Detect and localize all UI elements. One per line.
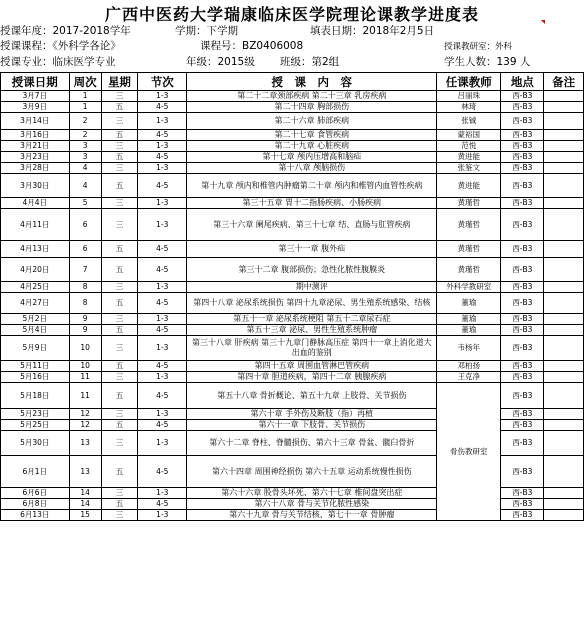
cell-teacher: 张铖 xyxy=(437,113,501,130)
fill-date: 填表日期：2018年2月5日 xyxy=(310,25,435,37)
cell-content: 第三十六章 阑尾疾病、第三十七章 结、直肠与肛管疾病 xyxy=(187,209,437,241)
cell-teacher-merged: 骨伤教研室 xyxy=(437,383,501,521)
cell-note xyxy=(544,258,584,282)
cell-period: 1-3 xyxy=(138,113,187,130)
course: 授课课程：《外科学各论》 xyxy=(0,40,121,52)
cell-date: 6月13日 xyxy=(1,510,70,521)
cell-note xyxy=(544,488,584,499)
cell-note xyxy=(544,420,584,431)
cell-note xyxy=(544,152,584,163)
cell-note xyxy=(544,431,584,456)
cell-content: 第五十三章 泌尿、男性生殖系统肿瘤 xyxy=(187,325,437,336)
cell-day: 三 xyxy=(101,488,137,499)
cell-week: 13 xyxy=(69,456,101,488)
table-body xyxy=(1,91,584,521)
cell-date: 5月2日 xyxy=(1,314,70,325)
cell-period: 4-5 xyxy=(138,174,187,198)
cell-teacher: 邓柏扬 xyxy=(437,361,501,372)
table-row xyxy=(1,258,584,282)
cell-content: 第五十一章 泌尿系统梗阻 第五十二章尿石症 xyxy=(187,314,437,325)
cell-content: 第四十五章 周围血管淋巴管疾病 xyxy=(187,361,437,372)
grade: 年级：2015级 xyxy=(186,56,255,68)
cell-period: 4-5 xyxy=(138,293,187,314)
cell-week: 9 xyxy=(69,314,101,325)
cell-period: 1-3 xyxy=(138,282,187,293)
cell-date: 3月7日 xyxy=(1,91,70,102)
cell-week: 2 xyxy=(69,130,101,141)
cell-period: 4-5 xyxy=(138,325,187,336)
table-row xyxy=(1,209,584,241)
table-row xyxy=(1,91,584,102)
cell-day: 三 xyxy=(101,198,137,209)
cell-place: 西-B3 xyxy=(501,174,544,198)
cell-day: 三 xyxy=(101,409,137,420)
cell-note xyxy=(544,102,584,113)
cell-note xyxy=(544,361,584,372)
cell-period: 1-3 xyxy=(138,163,187,174)
cell-note xyxy=(544,209,584,241)
cell-date: 5月16日 xyxy=(1,372,70,383)
cell-content: 第六十八章 骨与关节化脓性感染 xyxy=(187,499,437,510)
cell-period: 4-5 xyxy=(138,361,187,372)
cell-day: 三 xyxy=(101,282,137,293)
cell-note xyxy=(544,336,584,361)
cell-date: 4月25日 xyxy=(1,282,70,293)
cell-place: 西-B3 xyxy=(501,141,544,152)
cell-day: 五 xyxy=(101,152,137,163)
cell-place: 西-B3 xyxy=(501,258,544,282)
cell-period: 1-3 xyxy=(138,431,187,456)
cell-content: 第三十一章 腹外疝 xyxy=(187,241,437,258)
cell-place: 西-B3 xyxy=(501,336,544,361)
cell-week: 15 xyxy=(69,510,101,521)
cell-place: 西-B3 xyxy=(501,372,544,383)
cell-day: 五 xyxy=(101,174,137,198)
cell-day: 三 xyxy=(101,336,137,361)
cell-date: 5月9日 xyxy=(1,336,70,361)
table-header-row xyxy=(1,73,584,91)
cell-week: 10 xyxy=(69,336,101,361)
cell-content: 第四十章 胆道疾病，第四十二章 胰腺疾病 xyxy=(187,372,437,383)
cell-note xyxy=(544,383,584,409)
cell-week: 10 xyxy=(69,361,101,372)
cell-content: 第三十五章 胃十二指肠疾病、小肠疾病 xyxy=(187,198,437,209)
cell-teacher: 黄瑾哲 xyxy=(437,198,501,209)
cell-day: 三 xyxy=(101,510,137,521)
cell-date: 5月25日 xyxy=(1,420,70,431)
cell-place: 西-B3 xyxy=(501,113,544,130)
cell-period: 4-5 xyxy=(138,420,187,431)
cell-date: 5月11日 xyxy=(1,361,70,372)
cell-week: 1 xyxy=(69,102,101,113)
cell-teacher: 黄瑾哲 xyxy=(437,258,501,282)
cell-day: 五 xyxy=(101,456,137,488)
cell-place: 西-B3 xyxy=(501,209,544,241)
header-content: 授 课 内 容 xyxy=(187,73,437,91)
cell-place: 西-B3 xyxy=(501,361,544,372)
cell-day: 五 xyxy=(101,102,137,113)
cell-place: 西-B3 xyxy=(501,488,544,499)
cell-teacher: 韦杨年 xyxy=(437,336,501,361)
cell-date: 4月20日 xyxy=(1,258,70,282)
cell-week: 8 xyxy=(69,282,101,293)
cell-content: 第六十一章 下肢骨、关节损伤 xyxy=(187,420,437,431)
cell-date: 3月14日 xyxy=(1,113,70,130)
page-title: 广西中医药大学瑞康临床医学院理论课教学进度表 xyxy=(104,5,479,24)
cell-day: 三 xyxy=(101,431,137,456)
cell-week: 12 xyxy=(69,420,101,431)
cell-teacher: 林琦 xyxy=(437,102,501,113)
cell-note xyxy=(544,282,584,293)
cell-week: 1 xyxy=(69,91,101,102)
cell-period: 1-3 xyxy=(138,372,187,383)
cell-date: 6月1日 xyxy=(1,456,70,488)
table-row xyxy=(1,336,584,361)
cell-week: 4 xyxy=(69,163,101,174)
cell-teacher: 范悦 xyxy=(437,141,501,152)
cell-content: 第六十二章 脊柱、脊髓损伤、第六十三章 骨盆、髋臼骨折 xyxy=(187,431,437,456)
cell-week: 7 xyxy=(69,258,101,282)
cell-day: 五 xyxy=(101,241,137,258)
cell-period: 4-5 xyxy=(138,499,187,510)
cell-teacher: 吕丽珠 xyxy=(437,91,501,102)
cell-date: 5月4日 xyxy=(1,325,70,336)
cell-content: 第二十二章颈部疾病 第二十三章 乳房疾病 xyxy=(187,91,437,102)
cell-content: 第二十七章 食管疾病 xyxy=(187,130,437,141)
comment-marker xyxy=(541,20,545,24)
cell-day: 三 xyxy=(101,113,137,130)
cell-week: 13 xyxy=(69,431,101,456)
term: 学期：下学期 xyxy=(175,25,238,37)
table-row xyxy=(1,198,584,209)
header-place: 地点 xyxy=(501,73,544,91)
cell-content: 第六十六章 股骨头坏死、第六十七章 椎间盘突出症 xyxy=(187,488,437,499)
cell-teacher: 董瑜 xyxy=(437,325,501,336)
cell-period: 1-3 xyxy=(138,314,187,325)
cell-teacher: 董瑜 xyxy=(437,293,501,314)
cell-date: 3月9日 xyxy=(1,102,70,113)
cell-period: 1-3 xyxy=(138,488,187,499)
table-row xyxy=(1,174,584,198)
cell-content: 期中测评 xyxy=(187,282,437,293)
cell-content: 第三十八章 肝疾病 第三十九章门静脉高压症 第四十一章上消化道大出血的鉴别 xyxy=(187,336,437,361)
cell-period: 1-3 xyxy=(138,91,187,102)
cell-date: 5月23日 xyxy=(1,409,70,420)
cell-place: 西-B3 xyxy=(501,456,544,488)
cell-place: 西-B3 xyxy=(501,91,544,102)
table-row xyxy=(1,113,584,130)
cell-note xyxy=(544,198,584,209)
cell-date: 6月8日 xyxy=(1,499,70,510)
cell-place: 西-B3 xyxy=(501,431,544,456)
cell-day: 五 xyxy=(101,499,137,510)
cell-place: 西-B3 xyxy=(501,314,544,325)
cell-place: 西-B3 xyxy=(501,163,544,174)
cell-note xyxy=(544,163,584,174)
cell-content: 第六十四章 周围神经损伤 第六十五章 运动系统慢性损伤 xyxy=(187,456,437,488)
cell-teacher: 黄进能 xyxy=(437,152,501,163)
cell-place: 西-B3 xyxy=(501,130,544,141)
table-row xyxy=(1,130,584,141)
cell-date: 4月4日 xyxy=(1,198,70,209)
cell-period: 1-3 xyxy=(138,336,187,361)
cell-date: 3月21日 xyxy=(1,141,70,152)
school-year: 授课年度：2017-2018学年 xyxy=(0,25,131,37)
cell-content: 第十七章 颅内压增高和脑疝 xyxy=(187,152,437,163)
student-count: 学生人数：139 人 xyxy=(444,56,531,68)
cell-note xyxy=(544,510,584,521)
cell-note xyxy=(544,409,584,420)
cell-period: 4-5 xyxy=(138,130,187,141)
cell-content: 第二十九章 心脏疾病 xyxy=(187,141,437,152)
course-number: 课程号：BZ0406008 xyxy=(200,40,304,52)
cell-note xyxy=(544,499,584,510)
cell-period: 4-5 xyxy=(138,152,187,163)
cell-teacher: 董瑜 xyxy=(437,314,501,325)
cell-day: 五 xyxy=(101,420,137,431)
table-row xyxy=(1,152,584,163)
cell-note xyxy=(544,241,584,258)
cell-place: 西-B3 xyxy=(501,420,544,431)
cell-note xyxy=(544,325,584,336)
cell-content: 第二十四章 胸部损伤 xyxy=(187,102,437,113)
table-row xyxy=(1,141,584,152)
schedule-table xyxy=(0,72,584,521)
cell-place: 西-B3 xyxy=(501,198,544,209)
cell-week: 4 xyxy=(69,174,101,198)
cell-place: 西-B3 xyxy=(501,102,544,113)
major: 授课专业：临床医学专业 xyxy=(0,56,116,68)
cell-day: 五 xyxy=(101,361,137,372)
table-row xyxy=(1,383,584,409)
cell-period: 4-5 xyxy=(138,102,187,113)
cell-date: 3月30日 xyxy=(1,174,70,198)
table-row xyxy=(1,102,584,113)
cell-teacher: 蒙裕国 xyxy=(437,130,501,141)
cell-place: 西-B3 xyxy=(501,383,544,409)
table-row xyxy=(1,163,584,174)
cell-period: 4-5 xyxy=(138,383,187,409)
cell-teacher: 外科学教研室 xyxy=(437,282,501,293)
cell-day: 五 xyxy=(101,293,137,314)
cell-week: 3 xyxy=(69,152,101,163)
cell-day: 三 xyxy=(101,209,137,241)
cell-week: 2 xyxy=(69,113,101,130)
header-teacher: 任课教师 xyxy=(437,73,501,91)
class: 班级：第2组 xyxy=(280,56,340,68)
cell-week: 8 xyxy=(69,293,101,314)
cell-period: 4-5 xyxy=(138,258,187,282)
cell-content: 第六十九章 骨与关节结核、第七十一章 骨肿瘤 xyxy=(187,510,437,521)
table-row xyxy=(1,293,584,314)
cell-note xyxy=(544,91,584,102)
cell-note xyxy=(544,293,584,314)
cell-date: 3月23日 xyxy=(1,152,70,163)
cell-content: 第四十八章 泌尿系统损伤 第四十九章泌尿、男生殖系统感染、结核 xyxy=(187,293,437,314)
cell-date: 4月13日 xyxy=(1,241,70,258)
cell-week: 14 xyxy=(69,499,101,510)
cell-place: 西-B3 xyxy=(501,510,544,521)
cell-week: 11 xyxy=(69,383,101,409)
cell-week: 9 xyxy=(69,325,101,336)
cell-week: 5 xyxy=(69,198,101,209)
cell-week: 3 xyxy=(69,141,101,152)
cell-period: 4-5 xyxy=(138,241,187,258)
header-date: 授课日期 xyxy=(1,73,70,91)
header-note: 备注 xyxy=(544,73,584,91)
cell-date: 4月11日 xyxy=(1,209,70,241)
cell-note xyxy=(544,372,584,383)
cell-day: 三 xyxy=(101,141,137,152)
cell-day: 五 xyxy=(101,258,137,282)
cell-period: 1-3 xyxy=(138,510,187,521)
table-row xyxy=(1,325,584,336)
cell-day: 三 xyxy=(101,163,137,174)
cell-content: 第十八章 颅脑损伤 xyxy=(187,163,437,174)
cell-note xyxy=(544,141,584,152)
cell-place: 西-B3 xyxy=(501,499,544,510)
cell-place: 西-B3 xyxy=(501,152,544,163)
cell-place: 西-B3 xyxy=(501,409,544,420)
header-week: 周次 xyxy=(69,73,101,91)
cell-content: 第十九章 颅内和椎管内肿瘤第二十章 颅内和椎管内血管性疾病 xyxy=(187,174,437,198)
cell-note xyxy=(544,130,584,141)
cell-place: 西-B3 xyxy=(501,325,544,336)
cell-note xyxy=(544,314,584,325)
cell-period: 4-5 xyxy=(138,456,187,488)
cell-place: 西-B3 xyxy=(501,282,544,293)
cell-note xyxy=(544,113,584,130)
cell-date: 5月18日 xyxy=(1,383,70,409)
cell-date: 6月6日 xyxy=(1,488,70,499)
table-row xyxy=(1,282,584,293)
cell-period: 1-3 xyxy=(138,198,187,209)
cell-content: 第二十六章 肺部疾病 xyxy=(187,113,437,130)
cell-content: 第六十章 手外伤及断肢（指）再植 xyxy=(187,409,437,420)
cell-teacher: 黄瑾哲 xyxy=(437,241,501,258)
cell-date: 5月30日 xyxy=(1,431,70,456)
cell-note xyxy=(544,174,584,198)
cell-week: 6 xyxy=(69,241,101,258)
cell-day: 三 xyxy=(101,372,137,383)
cell-content: 第三十二章 腹部损伤；急性化脓性腹膜炎 xyxy=(187,258,437,282)
cell-teacher: 黄瑾哲 xyxy=(437,209,501,241)
cell-day: 三 xyxy=(101,314,137,325)
cell-week: 6 xyxy=(69,209,101,241)
cell-note xyxy=(544,456,584,488)
cell-place: 西-B3 xyxy=(501,241,544,258)
cell-date: 4月27日 xyxy=(1,293,70,314)
cell-week: 12 xyxy=(69,409,101,420)
table-row xyxy=(1,361,584,372)
cell-day: 五 xyxy=(101,130,137,141)
cell-day: 五 xyxy=(101,325,137,336)
table-row xyxy=(1,241,584,258)
cell-teacher: 张鉴文 xyxy=(437,163,501,174)
cell-place: 西-B3 xyxy=(501,293,544,314)
cell-period: 1-3 xyxy=(138,409,187,420)
header-period: 节次 xyxy=(138,73,187,91)
table-row xyxy=(1,314,584,325)
cell-period: 1-3 xyxy=(138,209,187,241)
cell-day: 三 xyxy=(101,91,137,102)
cell-period: 1-3 xyxy=(138,141,187,152)
header-day: 星期 xyxy=(101,73,137,91)
cell-teacher: 黄进能 xyxy=(437,174,501,198)
cell-teacher: 王克净 xyxy=(437,372,501,383)
table-row xyxy=(1,372,584,383)
cell-date: 3月28日 xyxy=(1,163,70,174)
cell-day: 五 xyxy=(101,383,137,409)
cell-week: 11 xyxy=(69,372,101,383)
cell-date: 3月16日 xyxy=(1,130,70,141)
cell-week: 14 xyxy=(69,488,101,499)
department: 授课教研室：外科 xyxy=(444,42,513,52)
cell-content: 第五十八章 骨折概论、第五十九章 上肢骨、关节损伤 xyxy=(187,383,437,409)
